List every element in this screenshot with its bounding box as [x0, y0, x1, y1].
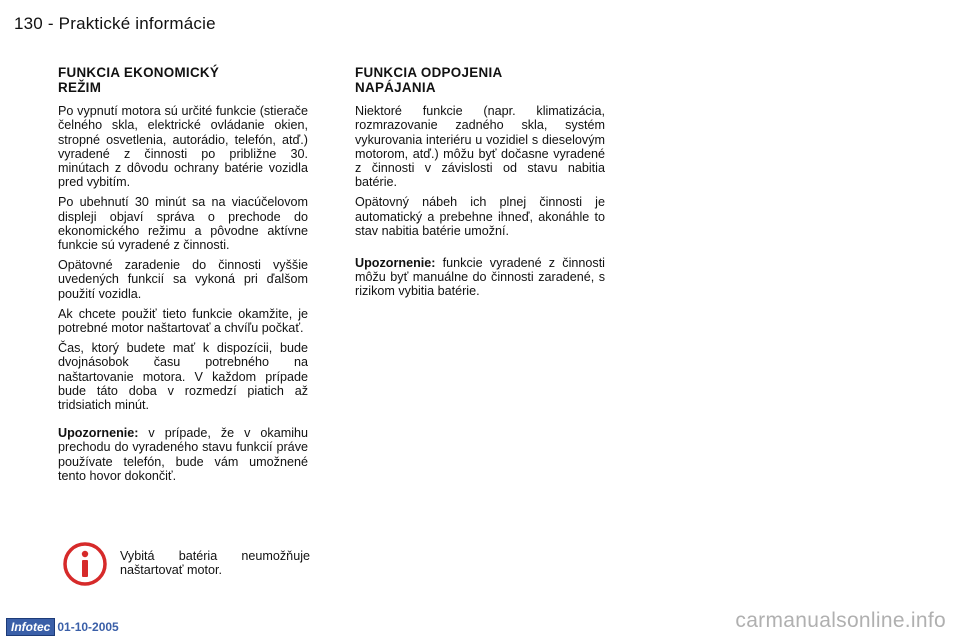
power-warning: [355, 256, 605, 299]
watermark: carmanualsonline.info: [735, 609, 946, 632]
power-paragraph-1: Niektoré funkcie (napr. klimatizácia, rozmrazovanie zadného skla, systém vykurovania interiéru u vozidiel s dieselovým motorom, atď.) môžu byť dočasne vyradené z činnosti v závislosti od stavu nabitia batérie.: [355, 104, 605, 190]
power-cutoff-heading-line1: FUNKCIA ODPOJENIA: [355, 65, 503, 80]
page-title: 130 - Praktické informácie: [14, 14, 216, 33]
power-warning-label: Upozornenie:: [355, 256, 436, 271]
info-icon: [62, 541, 108, 587]
economy-mode-heading: [58, 66, 308, 95]
economy-paragraph-2: Po ubehnutí 30 minút sa na viacúčelovom displeji objaví správa o prechode do ekonomického režimu a pôvodne aktívne funkcie sú vyradené z činnosti.: [58, 195, 308, 253]
power-paragraph-2: Opätovný nábeh ich plnej činnosti je automatický a prebehne ihneď, akonáhle to stav nabitia batérie umožní.: [355, 195, 605, 238]
footer-brand: Infotec: [6, 618, 55, 636]
economy-warning-label: Upozornenie:: [58, 426, 139, 441]
economy-mode-section: [58, 66, 308, 483]
economy-mode-heading-line1: FUNKCIA EKONOMICKÝ: [58, 65, 220, 80]
economy-paragraph-1: Po vypnutí motora sú určité funkcie (stierače čelného skla, elektrické ovládanie okien, stropné osvetlenia, autorádio, telefón, atď.) vyradené z činnosti po približne 30. minútach z dôvodu ochrany batérie vozidla pred vybitím.: [58, 104, 308, 190]
economy-mode-heading-line2: REŽIM: [58, 79, 102, 95]
power-cutoff-heading: [355, 66, 605, 95]
economy-paragraph-3: Opätovné zaradenie do činnosti vyššie uvedených funkcií sa vykoná pri ďalšom použití vozidla.: [58, 258, 308, 301]
power-cutoff-heading-line2: NAPÁJANIA: [355, 79, 436, 95]
economy-warning: [58, 426, 308, 483]
footer: [6, 619, 119, 635]
info-box: [62, 541, 322, 589]
footer-date: 01-10-2005: [57, 620, 119, 634]
economy-warning-text: v prípade, že v okamihu prechodu do vyradeného stavu funkcií práve používate telefón, bude vám umožnené tento hovor dokončiť.: [58, 426, 308, 483]
power-warning-text: funkcie vyradené z činnosti môžu byť manuálne do činnosti zaradené, s rizikom vybitia batérie.: [355, 256, 605, 299]
info-text: Vybitá batéria neumožňuje naštartovať motor.: [120, 549, 310, 578]
economy-paragraph-5: Čas, ktorý budete mať k dispozícii, bude dvojnásobok času potrebného na naštartovanie motora. V každom prípade bude táto doba v rozmedzí piatich až tridsiatich minút.: [58, 341, 308, 413]
power-cutoff-section: [355, 66, 605, 299]
economy-paragraph-4: Ak chcete použiť tieto funkcie okamžite, je potrebné motor naštartovať a chvíľu počkať.: [58, 306, 308, 336]
